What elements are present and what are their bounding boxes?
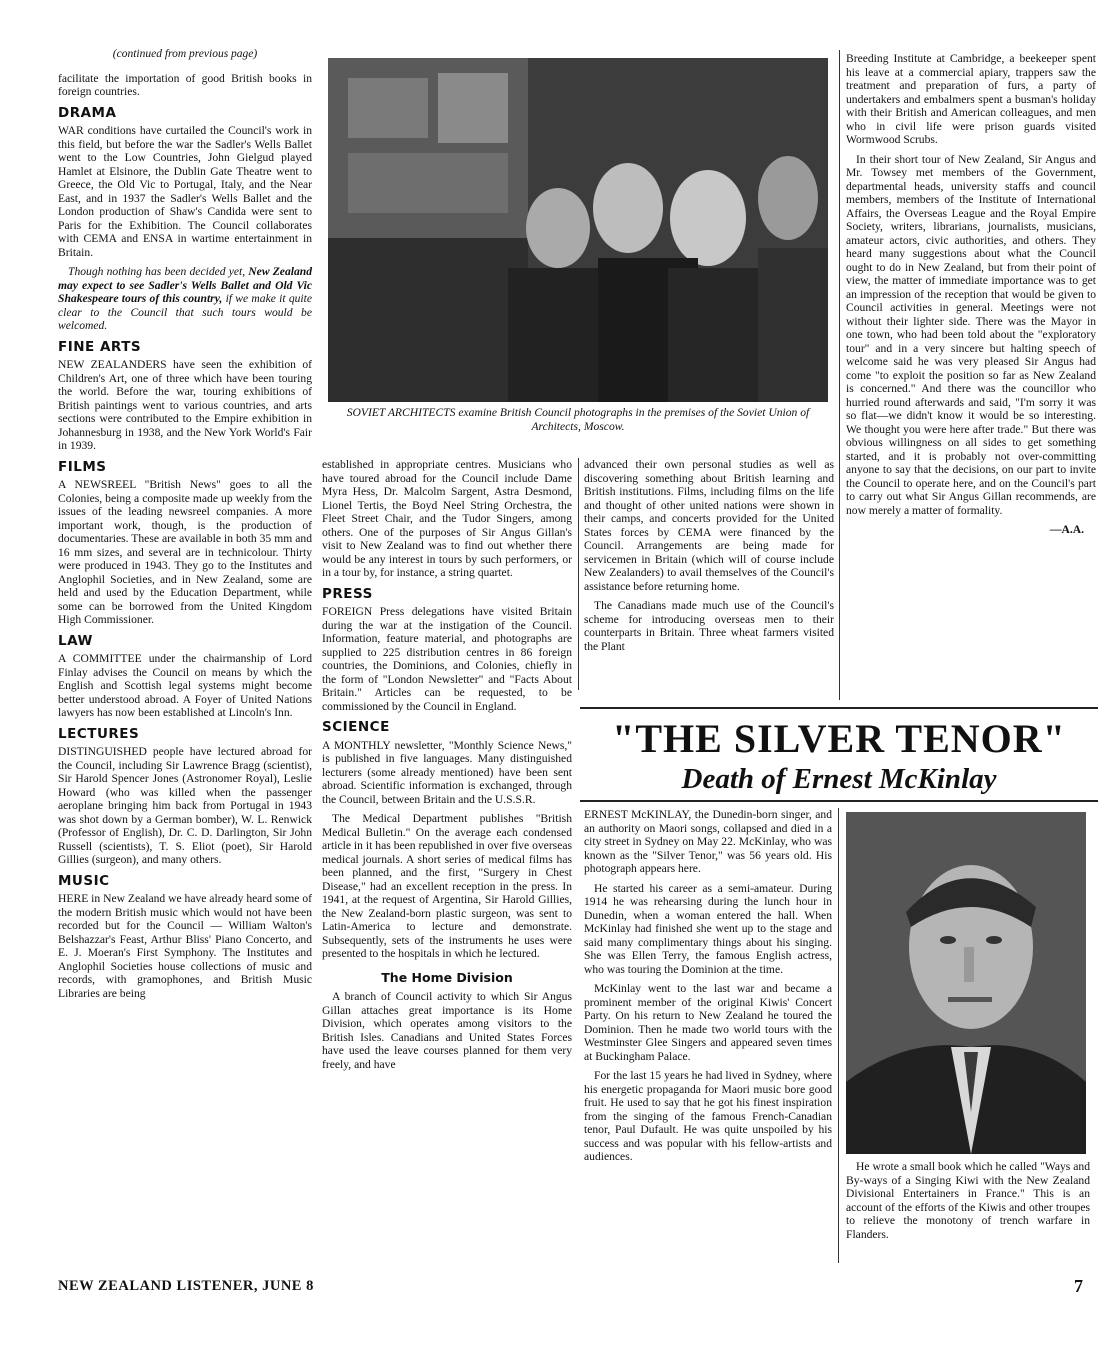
silver-tenor-title: "THE SILVER TENOR" xyxy=(612,716,1066,761)
column-3 xyxy=(584,458,834,659)
drama-heading: DRAMA xyxy=(58,104,117,121)
films-heading: FILMS xyxy=(58,458,107,475)
author-signature: —A.A. xyxy=(1049,523,1084,536)
mckinlay-paragraph-3: McKinlay went to the last war and became a prominent member of the original Kiwis' Concert Party. On his return to New Zealand he toured the Dominion. Then he made two world tours with the Westminster Glee Singers and appeared seven times at Buckingham Palace. xyxy=(584,982,832,1063)
column-divider-5 xyxy=(838,808,839,1263)
lectures-heading: LECTURES xyxy=(58,725,140,742)
home-continued-paragraph: advanced their own personal studies as well as discovering something about British learning and British institutions. Films, including films on the life and thought of other united nations were shown in their camps, and concerts provided for the United States forces by CEMA were financed by the Council. Arrangements are being made for servicemen in Britain (which will of course include New Zealanders) to avail themselves of the Council's assistance before returning home. xyxy=(584,458,834,593)
page-number: 7 xyxy=(1074,1276,1084,1296)
press-paragraph: FOREIGN Press delegations have visited Britain during the war at the instigation of the Council. Information, feature material, and photographs are supplied to 225 distribution centres in 86 foreign countries, the Dominions, and Colonies, chiefly in the form of "London Newsletter" and "Facts About Britain." Articles can be requested, to be commissioned by the Council in England. xyxy=(322,605,572,713)
home-division-heading: The Home Division xyxy=(381,969,513,985)
column-4 xyxy=(846,52,1096,537)
portrait-caption-column xyxy=(846,1160,1090,1247)
mckinlay-paragraph-1: ERNEST McKINLAY, the Dunedin-born singer, and an authority on Maori songs, collapsed and died in a city street in Sydney on May 22. McKinlay, who was known as the "Silver Tenor," was 56 years old. His photograph appears here. xyxy=(584,808,832,875)
science-paragraph-1: A MONTHLY newsletter, "Monthly Science News," is published in five languages. Many distinguished lecturers (some already mentioned) have been sent abroad. Scientific information is exchanged, through the Council, between Britain and the U.S.S.R. xyxy=(322,738,572,806)
continued-note: (continued from previous page) xyxy=(112,48,258,60)
fine-arts-heading: FINE ARTS xyxy=(58,338,142,355)
music-continued-paragraph: established in appropriate centres. Musicians who have toured abroad for the Council include Dame Myra Hess, Dr. Malcolm Sargent, Astra Desmond, Lionel Tertis, the Boyd Neel String Orchestra, the Fleet Street Chair, and the Tudor Singers, among others. One of the purposes of Sir Angus Gillan's visit to New Zealand was to find out whether there would be any interest in tours by such performers, or in a tour by, for instance, a string quartet. xyxy=(322,458,572,579)
breeding-paragraph: Breeding Institute at Cambridge, a beekeeper spent his leave at a commercial apiary, trappers saw the treatment and preparation of furs, a party of undertakers and embalmers spent a busman's holiday with their British and American colleagues, and men who in civil life were prison guards visited Wormwood Scrubs. xyxy=(846,52,1096,146)
photo-illustration xyxy=(328,58,828,402)
column-1 xyxy=(58,48,312,1006)
films-paragraph: A NEWSREEL "British News" goes to all the Colonies, being a composite made up weekly from the issues of the leading newsreel companies. A more important work, though, is the production of documentaries. These are available in both 35 mm and 16 mm sizes, and several are in technicolour. Thirty were produced in 1943. They go to the Institutes and Anglophil Societies, and in New Zealand, some are held and used by the Education Department, while some can be borrowed from the United Kingdom High Commissioner. xyxy=(58,478,312,626)
lectures-paragraph: DISTINGUISHED people have lectured abroad for the Council, including Sir Lawrence Bragg (scientist), Sir Harold Spencer Jones (Astronomer Royal), Leslie Howard (who was killed when the passenger aeroplane bringing him back from Portugal in 1943 was shot down by a German bomber), W. L. Renwick (Professor of English), Dr. C. D. Darlington, Sir John Russell (scientists), T. S. Eliot (poet), Sir Harold Gillies (surgeon), and many others. xyxy=(58,745,312,866)
mckinlay-paragraph-4: For the last 15 years he had lived in Sydney, where his energetic propaganda for Maori music bore good fruit. He used to say that he got his finest inspiration from the singing of the famous French-Canadian tenor, Paul Dufault. He was quite unspoiled by his success and was popular with his fellow-artists and audiences. xyxy=(584,1069,832,1163)
portrait-illustration xyxy=(846,812,1086,1154)
mckinlay-portrait xyxy=(846,812,1086,1154)
column-2 xyxy=(322,458,572,1077)
music-heading: MUSIC xyxy=(58,872,110,889)
science-paragraph-2: The Medical Department publishes "British Medical Bulletin." On the average each condensed article in it has been republished in over five overseas medical journals. A short series of medical films has been planned, and the first, "Surgery in Chest Disease," had an excellent reception in the press. In 1941, at the request of Argentina, Sir Harold Gillies, the New Zealand-born plastic surgeon, was sent to Latin-America to lecture and demonstrate. Subsequently, sets of the instruments he uses were presented to the hospitals in which he lectured. xyxy=(322,812,572,960)
article-bottom-rule xyxy=(580,800,1098,802)
column-divider-3 xyxy=(839,50,840,700)
column-divider-2 xyxy=(578,458,579,690)
law-heading: LAW xyxy=(58,632,93,649)
mckinlay-paragraph-2: He started his career as a semi-amateur. During 1914 he was rehearsing during the lunch hour in Dunedin, when a woman entered the hall. When McKinlay had finished she went up to the stage and said many complimentary things about his singing. She was Ellen Terry, the famous English actress, who was touring the Dominion at the time. xyxy=(584,881,832,976)
photo-caption: SOVIET ARCHITECTS examine British Council photographs in the premises of the Soviet Union of Architects, Moscow. xyxy=(346,406,810,433)
press-heading: PRESS xyxy=(322,585,373,602)
magazine-footer: NEW ZEALAND LISTENER, JUNE 8 xyxy=(58,1278,314,1294)
canadians-paragraph: The Canadians made much use of the Council's scheme for introducing overseas men to their counterparts in Britain. Three wheat farmers visited the Plant xyxy=(584,599,834,653)
tour-paragraph: In their short tour of New Zealand, Sir Angus and Mr. Towsey met members of the Government, departmental heads, university staffs and council members, members of the Institute of International Affairs, the Overseas League and the Royal Empire Society, writers, librarians, journalists, musicians, amateur actors, civic authorities, and others. They heard many suggestions about what the Council ought to do in New Zealand, but from their point of view, the matter of immediate importance was to get an impression of the reception that would be given to Council activities in general. Meetings were not without their lighter side. There was the Mayor in one town, who had been told about the "exploratory tour" and in a very sincere but halting speech of welcome said he was very pleased Sir Angus had come "to exploit the position so far as New Zealand is concerned." And there was the councillor who hurried round afterwards and said, "I'm sorry it was so flat—we didn't know it would be so interesting. We thought you were here after trade." But there was obvious willingness on all sides to get something started, and it is probably not over-committing anyone to say that the decisions, on our part to invite the Council to operate here, and on the Council's part to carry out what Sir Angus Gillan recommends, are now merely a matter of formality. xyxy=(846,152,1096,517)
music-paragraph: HERE in New Zealand we have already heard some of the modern British music which would not have been recorded but for the Council — William Walton's Belshazzar's Feast, Arthur Bliss' Piano Concerto, and E. J. Moeran's First Symphony. The Institutes and Anglophil Societies house collections of music and records, with gramophones, and British Music Libraries are being xyxy=(58,892,312,1000)
science-heading: SCIENCE xyxy=(322,719,390,735)
drama-paragraph: WAR conditions have curtailed the Council's work in this field, but before the war the Sadler's Wells Ballet went to the Low Countries, John Gielgud played Hamlet at Elsinore, the Dublin Gate Theatre went to Greece, the Old Vic to Portugal, Italy, and the Near East, and in 1937 the Sadler's Wells Ballet and the London production of Shaw's Candida were sent to Paris for the Exhibition. The Council collaborates with CEMA and ENSA in wartime entertainment in Britain. xyxy=(58,124,312,259)
intro-paragraph: facilitate the importation of good British books in foreign countries. xyxy=(58,71,312,98)
home-division-paragraph: A branch of Council activity to which Sir Angus Gillan attaches great importance is its Home Division, which operates among visitors to the British Isles. Canadians and United States Forces have used the leave courses planned for them very freely, and have xyxy=(322,990,572,1071)
mckinlay-paragraph-5: He wrote a small book which he called "Ways and By-ways of a Singing Kiwi with the New Zealand Divisional Entertainers in France." This is an account of the efforts of the Kiwis and other troupes to relieve the monotony of trench warfare in Flanders. xyxy=(846,1160,1090,1241)
drama-note: Though nothing has been decided yet, New Zealand may expect to see Sadler's Wells Ballet and Old Vic Shakespeare tours of this country, if we make it quite clear to the Council that such tours would be welcomed. xyxy=(58,265,312,332)
fine-arts-paragraph: NEW ZEALANDERS have seen the exhibition of Children's Art, one of three which have been touring the world. Before the war, touring exhibitions of British paintings went to various countries, and arts sections were contributed to the Empire exhibition in Johannesburg in 1938, and the New York World's Fair in 1939. xyxy=(58,358,312,452)
law-paragraph: A COMMITTEE under the chairmanship of Lord Finlay advises the Council on means by which the English and Scottish legal systems might become better understood abroad. A Foyer of United Nations lawyers has now been established at Lincoln's Inn. xyxy=(58,652,312,719)
article-top-rule xyxy=(580,707,1098,709)
soviet-architects-photo xyxy=(328,58,828,402)
silver-tenor-subtitle: Death of Ernest McKinlay xyxy=(681,763,997,795)
column-5 xyxy=(584,808,832,1170)
